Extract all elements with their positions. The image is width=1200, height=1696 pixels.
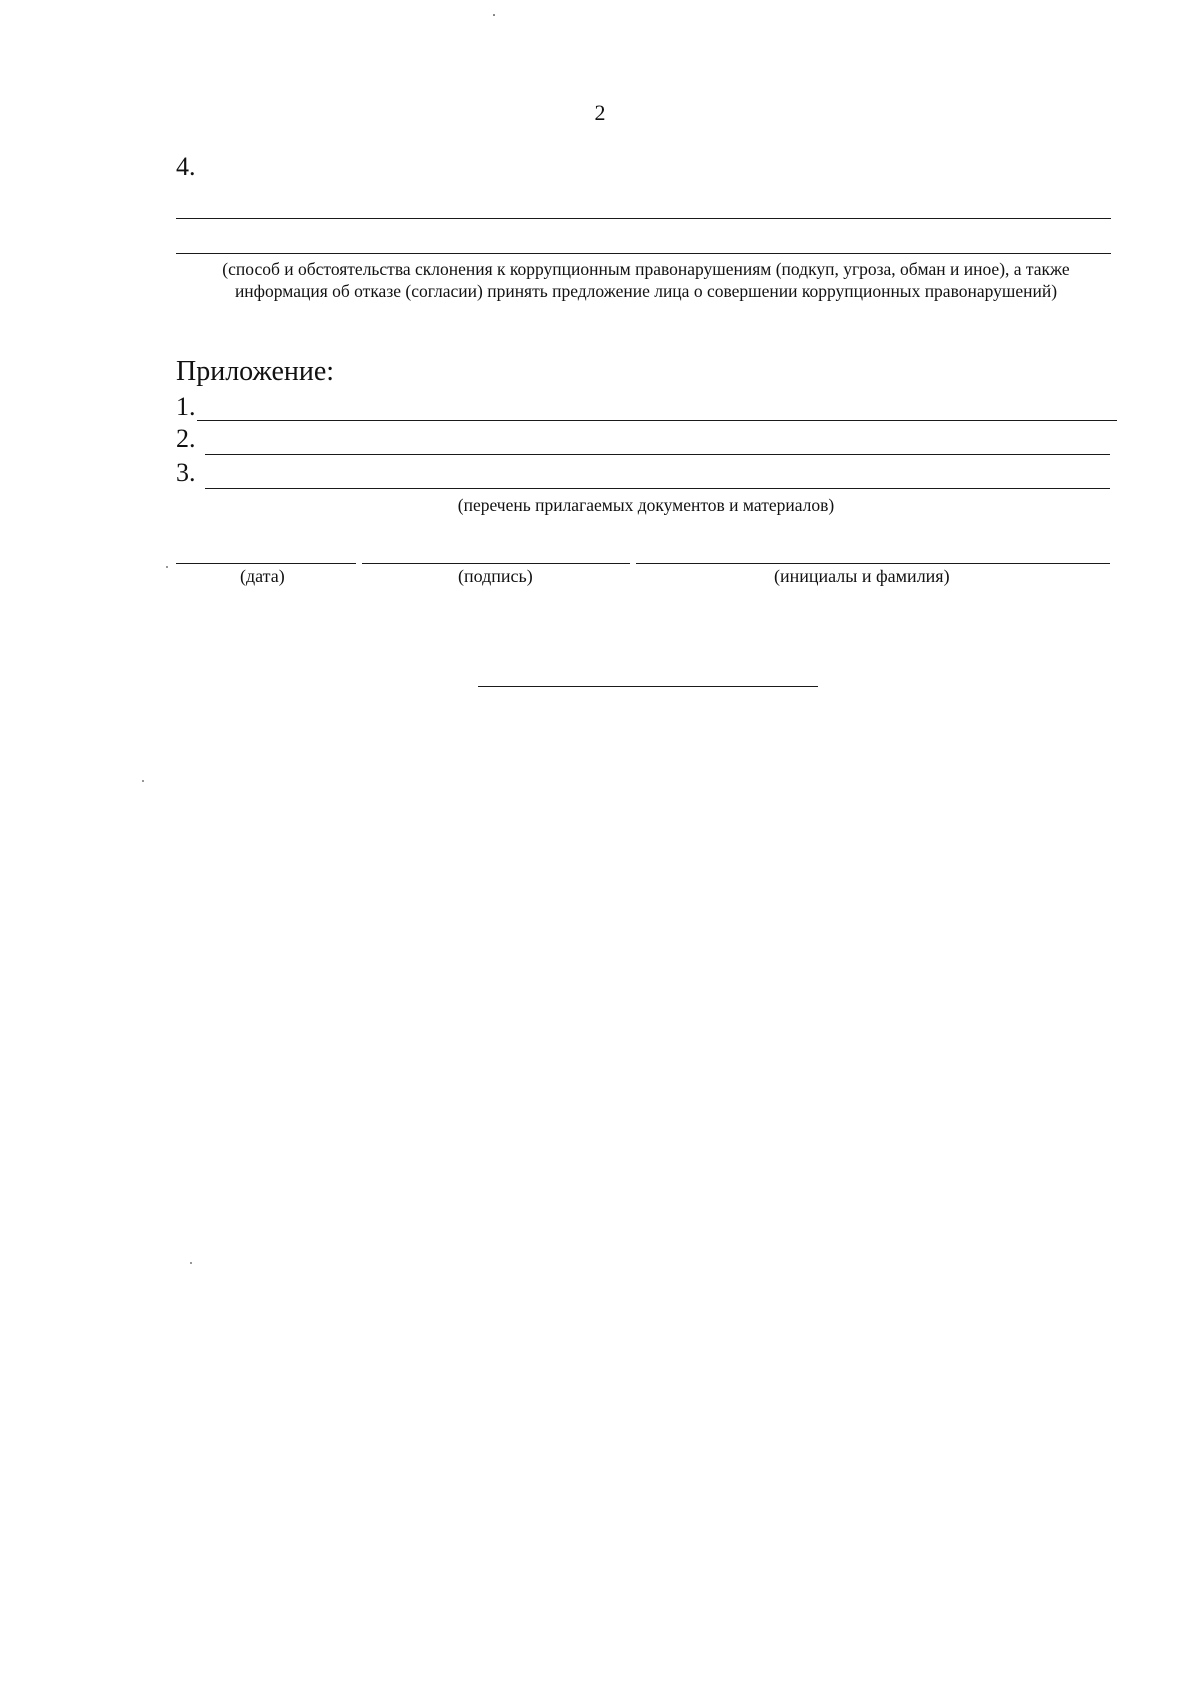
appendix-item-1-line [197, 420, 1117, 421]
name-label: (инициалы и фамилия) [774, 566, 950, 586]
scan-speck [493, 14, 495, 16]
item-4-line-1 [176, 218, 1111, 219]
date-label: (дата) [240, 566, 285, 586]
signature-line [362, 563, 630, 564]
date-line [176, 563, 356, 564]
item-4-label: 4. [176, 152, 196, 181]
page-number: 2 [594, 100, 606, 125]
appendix-item-1-label: 1. [176, 392, 196, 421]
signature-label: (подпись) [458, 566, 533, 586]
item-4-caption: (способ и обстоятельства склонения к коррупционным правонарушениям (подкуп, угроза, обман и иное), а также информация об отказе (согласии) принять предложение лица о совершении коррупционных правонарушений) [222, 259, 1070, 301]
scan-speck [142, 780, 144, 782]
end-separator-line [478, 686, 818, 687]
appendix-item-2-line [205, 454, 1110, 455]
appendix-caption: (перечень прилагаемых документов и материалов) [457, 495, 835, 515]
appendix-item-3-label: 3. [176, 458, 196, 487]
scan-speck [166, 566, 168, 568]
appendix-item-2-label: 2. [176, 424, 196, 453]
name-line [636, 563, 1110, 564]
appendix-title: Приложение: [176, 356, 335, 387]
appendix-item-3-line [205, 488, 1110, 489]
item-4-line-2 [176, 253, 1111, 254]
scan-speck [190, 1262, 192, 1264]
